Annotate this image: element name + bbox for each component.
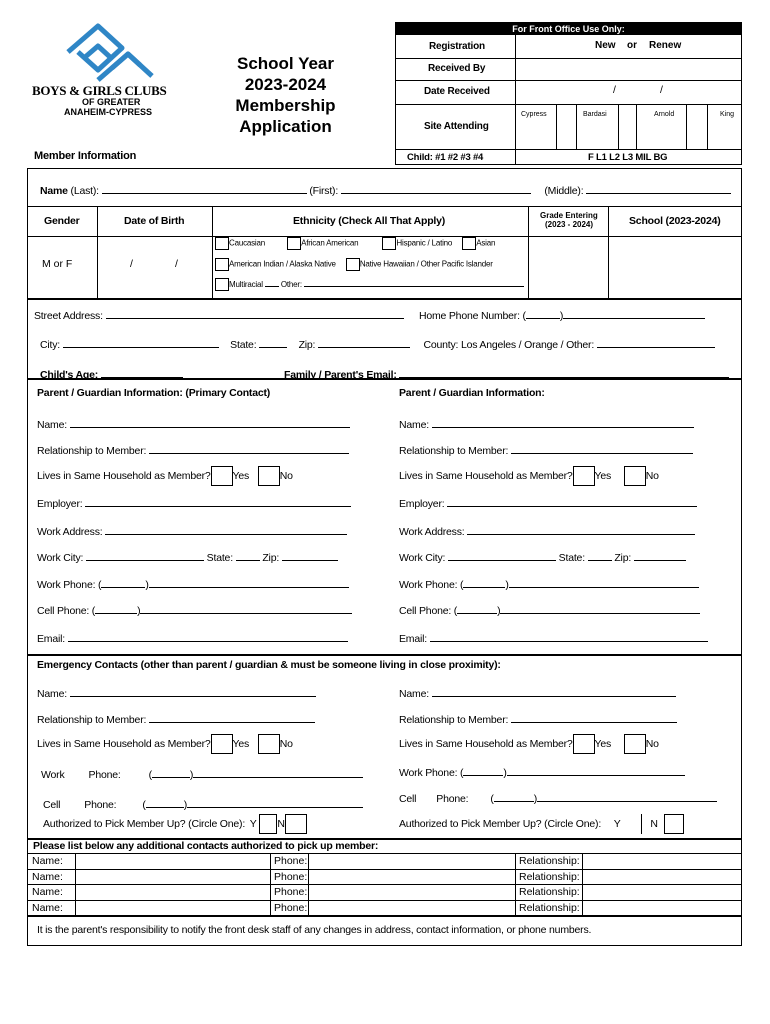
e2-authorized-no[interactable]: N	[650, 818, 658, 830]
dob-header: Date of Birth	[124, 215, 185, 227]
family-email-field[interactable]	[399, 367, 729, 378]
g2-name-row	[399, 417, 694, 431]
e2-authorized-label: Authorized to Pick Member Up? (Circle One):	[399, 818, 602, 830]
title-line-3: Membership	[235, 96, 336, 115]
g2-relationship-field[interactable]	[511, 443, 693, 454]
e1-n-box[interactable]	[285, 814, 307, 834]
e1-name-row	[37, 686, 316, 700]
g1-employer-label: Employer:	[37, 498, 83, 510]
g2-relationship-row	[399, 443, 693, 457]
paren-close: )	[189, 769, 194, 781]
member-info-heading: Member Information	[34, 150, 137, 162]
g1-email-row	[37, 631, 348, 645]
pacific-islander-checkbox[interactable]	[346, 258, 360, 271]
g2-email-field[interactable]	[430, 631, 708, 642]
e2-work-phone-label: Work Phone: (	[399, 767, 464, 779]
office-use-box	[395, 22, 742, 165]
middle-name-field[interactable]	[586, 183, 731, 194]
add-row-1-rel: Relationship:	[519, 855, 580, 867]
hispanic-label: Hispanic / Latino	[396, 238, 453, 248]
g2-work-phone-label: Work Phone: (	[399, 579, 464, 591]
first-name-label: (First):	[309, 185, 339, 197]
g2-work-phone-area[interactable]	[463, 577, 505, 588]
title-line-1: School Year	[236, 54, 334, 73]
g1-cell-phone-row	[37, 603, 352, 617]
other-label: Other:	[280, 280, 302, 289]
city-label: City:	[40, 339, 61, 351]
g2-no-checkbox[interactable]	[624, 466, 646, 486]
add-row-3-rel: Relationship:	[519, 886, 580, 898]
title-line-2: 2023-2024	[244, 75, 327, 94]
e2-yes-label: Yes	[594, 738, 612, 750]
school-header: School (2023-2024)	[629, 215, 721, 227]
club-logo-icon	[64, 22, 156, 84]
e2-lives-label: Lives in Same Household as Member?	[399, 738, 573, 750]
footer-notice: It is the parent's responsibility to notify the front desk staff of any changes in address, contact information, or phone numbers.	[37, 924, 592, 936]
add-row-1-name-field[interactable]	[76, 854, 269, 868]
e1-name-field[interactable]	[70, 686, 316, 697]
pacific-islander-label: Native Hawaiian / Other Pacific Islander	[359, 259, 493, 269]
g1-relationship-row	[37, 443, 349, 457]
add-row-3-name-field[interactable]	[76, 885, 269, 899]
e1-cell-phone-field[interactable]	[187, 797, 363, 808]
g1-no-checkbox[interactable]	[258, 466, 280, 486]
e2-no-label: No	[645, 738, 659, 750]
add-row-4-rel: Relationship:	[519, 902, 580, 914]
g2-state-field[interactable]	[588, 550, 612, 561]
e2-name-field[interactable]	[432, 686, 676, 697]
new-option[interactable]: New	[595, 40, 616, 51]
paren-open: (	[142, 799, 146, 811]
g1-email-field[interactable]	[68, 631, 348, 642]
g1-employer-field[interactable]	[85, 496, 351, 507]
paren-close: )	[559, 310, 564, 322]
primary-guardian-heading: Parent / Guardian Information: (Primary Contact)	[37, 387, 271, 399]
e2-cell-phone-area[interactable]	[494, 791, 534, 802]
logo-sub2: ANAHEIM-CYPRESS	[64, 107, 153, 117]
e1-authorized-yes[interactable]: Y	[249, 818, 257, 830]
e1-cell-label: Cell	[43, 799, 61, 811]
add-row-2-name-field[interactable]	[76, 870, 269, 883]
state-field[interactable]	[259, 337, 287, 348]
add-row-2-phone: Phone:	[274, 871, 308, 883]
multiracial-line	[265, 278, 279, 287]
e2-name-label: Name:	[399, 688, 429, 700]
g1-work-address-label: Work Address:	[37, 526, 103, 538]
g2-lives-row	[399, 466, 659, 486]
g2-relationship-label: Relationship to Member:	[399, 445, 509, 457]
g2-cell-phone-label: Cell Phone: (	[399, 605, 458, 617]
zip-label: Zip:	[298, 339, 316, 351]
paren-open: (	[490, 793, 494, 805]
g1-work-phone-label: Work Phone: (	[37, 579, 102, 591]
g1-state-field[interactable]	[236, 550, 260, 561]
paren-open: (	[148, 769, 152, 781]
g1-no-label: No	[279, 470, 293, 482]
add-row-4-name-field[interactable]	[76, 901, 269, 915]
home-phone-label: Home Phone Number: (	[418, 310, 526, 322]
g1-work-phone-area[interactable]	[101, 577, 145, 588]
e1-lives-label: Lives in Same Household as Member?	[37, 738, 211, 750]
gender-header: Gender	[44, 215, 80, 227]
g2-cell-phone-field[interactable]	[500, 603, 700, 614]
g1-employer-row	[37, 496, 351, 510]
add-row-2-name: Name:	[32, 871, 63, 883]
county-label[interactable]: County: Los Angeles / Orange / Other:	[423, 339, 595, 351]
e1-no-label: No	[279, 738, 293, 750]
g1-cell-phone-area[interactable]	[95, 603, 137, 614]
g2-employer-label: Employer:	[399, 498, 445, 510]
state-label: State:	[230, 339, 257, 351]
g1-work-city-row	[37, 550, 338, 564]
g2-work-address-field[interactable]	[467, 524, 695, 535]
e2-relationship-label: Relationship to Member:	[399, 714, 509, 726]
g1-work-city-label: Work City:	[37, 552, 84, 564]
e2-cell-phone-field[interactable]	[537, 791, 717, 802]
asian-label: Asian	[476, 238, 496, 248]
g2-employer-field[interactable]	[447, 496, 697, 507]
last-name-field[interactable]	[102, 183, 307, 194]
g2-zip-label: Zip:	[614, 552, 632, 564]
ethnicity-header: Ethnicity (Check All That Apply)	[293, 215, 446, 227]
e1-authorized-label: Authorized to Pick Member Up? (Circle One):	[43, 818, 246, 830]
paren-close: )	[497, 605, 501, 617]
g2-state-label: State:	[558, 552, 585, 564]
paren-close: )	[503, 767, 507, 779]
g1-relationship-label: Relationship to Member:	[37, 445, 147, 457]
g1-yes-checkbox[interactable]	[211, 466, 233, 486]
e2-work-phone-area[interactable]	[463, 765, 503, 776]
site-arnold[interactable]: Arnold	[654, 111, 675, 118]
first-name-field[interactable]	[341, 183, 531, 194]
family-email-label: Family / Parent's Email:	[284, 369, 397, 381]
g1-zip-label: Zip:	[262, 552, 280, 564]
g1-work-phone-row	[37, 577, 349, 591]
received-by-field[interactable]	[516, 59, 741, 80]
g1-name-label: Name:	[37, 419, 67, 431]
g2-zip-field[interactable]	[634, 550, 686, 561]
other-ethnicity-field[interactable]	[304, 278, 524, 287]
e1-authorized-no[interactable]: N	[277, 818, 285, 830]
city-row	[40, 337, 715, 351]
g1-cell-phone-field[interactable]	[140, 603, 352, 614]
g2-yes-label: Yes	[594, 470, 612, 482]
last-name-label: (Last):	[70, 185, 99, 197]
african-american-label: African American	[301, 238, 359, 248]
e1-lives-row	[37, 734, 293, 754]
home-phone-area-field[interactable]	[526, 308, 560, 319]
g2-yes-checkbox[interactable]	[573, 466, 595, 486]
add-row-1-phone: Phone:	[274, 855, 308, 867]
e2-n-box[interactable]	[664, 814, 684, 834]
g2-cell-phone-row	[399, 603, 700, 617]
e2-authorized-row	[399, 814, 684, 834]
g1-yes-label: Yes	[232, 470, 250, 482]
e2-name-row	[399, 686, 676, 700]
asian-checkbox[interactable]	[462, 237, 476, 250]
add-row-3-phone: Phone:	[274, 886, 308, 898]
street-row	[34, 308, 705, 322]
gender-options[interactable]: M or F	[42, 258, 73, 270]
g1-email-label: Email:	[37, 633, 65, 645]
or-label: or	[627, 40, 637, 51]
g1-name-field[interactable]	[70, 417, 350, 428]
g1-work-address-field[interactable]	[105, 524, 347, 535]
caucasian-checkbox[interactable]	[215, 237, 229, 250]
multiracial-checkbox[interactable]	[215, 278, 229, 291]
add-row-4-name: Name:	[32, 902, 63, 914]
paren-close: )	[505, 579, 509, 591]
renew-option[interactable]: Renew	[649, 40, 682, 51]
g2-work-address-row	[399, 524, 695, 538]
e1-cell-phone-area[interactable]	[146, 797, 184, 808]
g1-cell-phone-label: Cell Phone: (	[37, 605, 96, 617]
g2-cell-phone-area[interactable]	[457, 603, 497, 614]
paren-close: )	[533, 793, 537, 805]
g2-email-label: Email:	[399, 633, 427, 645]
e1-no-checkbox[interactable]	[258, 734, 280, 754]
grade-header: Grade Entering	[540, 211, 598, 220]
street-label: Street Address:	[34, 310, 103, 322]
e2-authorized-yes[interactable]: Y	[613, 818, 621, 830]
e1-y-box[interactable]	[259, 814, 277, 834]
registration-label: Registration	[429, 41, 485, 52]
name-label: Name	[40, 185, 68, 197]
g1-work-phone-field[interactable]	[149, 577, 349, 588]
title-line-4: Application	[239, 117, 332, 136]
g2-email-row	[399, 631, 708, 645]
middle-name-label: (Middle):	[544, 185, 584, 197]
home-phone-field[interactable]	[563, 308, 705, 319]
e2-lives-row	[399, 734, 659, 754]
office-header: For Front Office Use Only:	[396, 23, 741, 35]
g1-lives-row	[37, 466, 293, 486]
e2-yes-checkbox[interactable]	[573, 734, 595, 754]
logo-name: BOYS & GIRLS CLUBS	[32, 83, 167, 98]
paren-close: )	[145, 579, 149, 591]
additional-contacts-heading: Please list below any additional contacts authorized to pick up member:	[33, 840, 379, 852]
paren-close: )	[183, 799, 187, 811]
dob-slash-1: /	[130, 258, 133, 270]
g2-work-phone-field[interactable]	[509, 577, 699, 588]
paren-close: )	[137, 605, 141, 617]
e2-cell-label: Cell	[399, 793, 417, 805]
child-number-options[interactable]: Child: #1 #2 #3 #4	[407, 152, 484, 163]
e1-relationship-row	[37, 712, 315, 726]
zip-field[interactable]	[318, 337, 410, 348]
age-label: Child's Age:	[40, 369, 99, 381]
date-slash-1: /	[613, 84, 616, 96]
age-field[interactable]	[101, 367, 183, 378]
e2-cell-phone-label: Phone:	[436, 793, 469, 805]
ethnicity-row-2	[215, 258, 493, 271]
date-slash-2: /	[660, 84, 663, 96]
g2-lives-label: Lives in Same Household as Member?	[399, 470, 573, 482]
g2-work-address-label: Work Address:	[399, 526, 465, 538]
g2-name-label: Name:	[399, 419, 429, 431]
secondary-guardian-heading: Parent / Guardian Information:	[399, 387, 545, 399]
g2-employer-row	[399, 496, 697, 510]
received-by-label: Received By	[428, 63, 486, 74]
e1-work-phone-row	[41, 767, 363, 781]
african-american-checkbox[interactable]	[287, 237, 301, 250]
g1-zip-field[interactable]	[282, 550, 338, 561]
g1-work-city-field[interactable]	[86, 550, 204, 561]
g1-relationship-field[interactable]	[149, 443, 349, 454]
city-field[interactable]	[63, 337, 219, 348]
e2-relationship-row	[399, 712, 677, 726]
e1-cell-phone-row	[43, 797, 363, 811]
g2-name-field[interactable]	[432, 417, 694, 428]
site-cypress[interactable]: Cypress	[521, 111, 547, 118]
g1-lives-label: Lives in Same Household as Member?	[37, 470, 211, 482]
e2-y-box[interactable]	[641, 814, 642, 834]
page-title	[218, 53, 353, 137]
program-level-options[interactable]: F L1 L2 L3 MIL BG	[588, 152, 668, 163]
dob-slash-2: /	[175, 258, 178, 270]
hispanic-checkbox[interactable]	[382, 237, 396, 250]
e1-yes-label: Yes	[232, 738, 250, 750]
add-row-1-name: Name:	[32, 855, 63, 867]
multiracial-label: Multiracial	[229, 280, 263, 289]
g2-work-city-row	[399, 550, 686, 564]
e1-work-phone-label: Phone:	[88, 769, 121, 781]
american-indian-label: American Indian / Alaska Native	[229, 259, 336, 269]
e1-cell-phone-label: Phone:	[84, 799, 117, 811]
g1-state-label: State:	[206, 552, 233, 564]
g1-name-row	[37, 417, 350, 431]
ethnicity-row-1	[215, 237, 495, 250]
ethnicity-row-3	[215, 278, 524, 291]
county-other-field[interactable]	[597, 337, 715, 348]
grade-years: (2023 - 2024)	[545, 220, 594, 229]
g2-work-city-field[interactable]	[448, 550, 556, 561]
caucasian-label: Caucasian	[229, 238, 266, 248]
e1-name-label: Name:	[37, 688, 67, 700]
date-received-label: Date Received	[424, 86, 490, 97]
logo-sub1: OF GREATER	[82, 97, 141, 107]
add-row-2-rel: Relationship:	[519, 871, 580, 883]
g2-work-city-label: Work City:	[399, 552, 446, 564]
street-field[interactable]	[106, 308, 404, 319]
e2-no-checkbox[interactable]	[624, 734, 646, 754]
add-row-4-phone: Phone:	[274, 902, 308, 914]
e2-cell-phone-row	[399, 791, 717, 805]
e2-relationship-field[interactable]	[511, 712, 677, 723]
e2-work-phone-field[interactable]	[507, 765, 685, 776]
logo	[30, 22, 190, 122]
e2-work-phone-row	[399, 765, 685, 779]
e1-work-label: Work	[41, 769, 65, 781]
g1-work-address-row	[37, 524, 347, 538]
site-attending-label: Site Attending	[424, 121, 489, 132]
e1-relationship-label: Relationship to Member:	[37, 714, 147, 726]
e1-yes-checkbox[interactable]	[211, 734, 233, 754]
e1-work-phone-area[interactable]	[152, 767, 190, 778]
add-row-3-name: Name:	[32, 886, 63, 898]
g2-work-phone-row	[399, 577, 699, 591]
site-king[interactable]: King	[720, 111, 735, 118]
emergency-heading: Emergency Contacts (other than parent / guardian & must be someone living in close proximity):	[37, 659, 501, 671]
site-bardasi[interactable]: Bardasi	[583, 111, 607, 118]
american-indian-checkbox[interactable]	[215, 258, 229, 271]
name-row	[40, 183, 731, 197]
e1-relationship-field[interactable]	[149, 712, 315, 723]
g2-no-label: No	[645, 470, 659, 482]
e1-work-phone-field[interactable]	[193, 767, 363, 778]
e1-authorized-row	[43, 814, 307, 834]
